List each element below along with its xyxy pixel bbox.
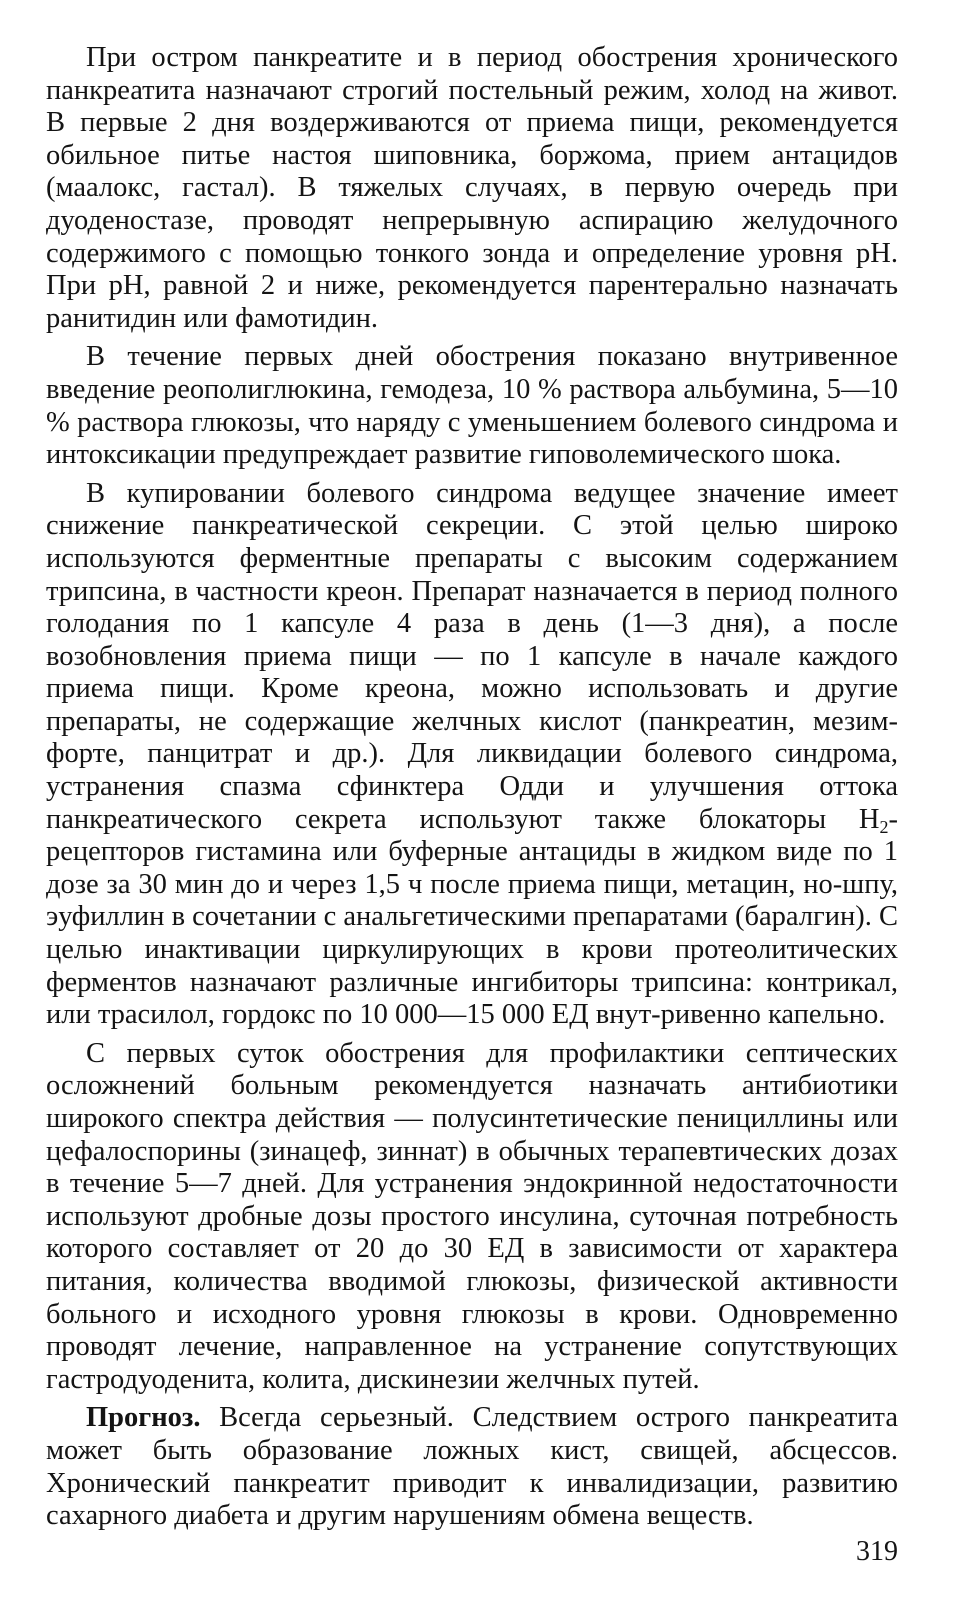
paragraph-pain-management-part2: -рецепторов гистамина или буферные антациды в жидком виде по 1 дозе за 30 мин до и через 1,5 ч после приема пищи, метацин, но-шпу, эуфиллин в сочетании с анальгетическими препаратами (баралгин). С целью инактивации циркулирующих в крови протеолитических ферментов назначают различные ингибиторы трипсина: контрикал, или трасилол, гордокс по 10 000—15 000 ЕД внут-ривенно капельно. [46, 803, 898, 1031]
paragraph-pain-management-part1: В купировании болевого синдрома ведущее значение имеет снижение панкреатической секреции. С этой целью широко используются ферментные препараты с высоким содержанием трипсина, в частности креон. Препарат назначается в период полного голодания по 1 капсуле 4 раза в день (1—3 дня), а после возобновления приема пищи — по 1 капсуле в начале каждого приема пищи. Кроме креона, можно использовать и другие препараты, не содержащие желчных кислот (панкреатин, мезим-форте, панцитрат и др.). Для ликвидации болевого синдрома, устранения спазма сфинктера Одди и улучшения оттока панкреатического секрета используют также блокаторы Н [46, 477, 898, 835]
prognosis-heading: Прогноз. [86, 1402, 201, 1434]
paragraph-antibiotics-insulin: С первых суток обострения для профилактики септических осложнений больным рекомендуется назначать антибиотики широкого спектра действия — полусинтетические пенициллины или цефалоспорины (зинацеф, зиннат) в обычных терапевтических дозах в течение 5—7 дней. Для устранения эндокринной недостаточности используют дробные дозы простого инсулина, суточная потребность которого составляет от 20 до 30 ЕД в зависимости от характера питания, количества вводимой глюкозы, физической активности больного и исходного уровня глюкозы в крови. Одновременно проводят лечение, направленное на устранение сопутствующих гастродуоденита, колита, дискинезии желчных путей. [46, 1037, 898, 1395]
page-body [46, 42, 898, 1539]
h2-subscript: 2 [879, 816, 889, 837]
prognosis-text: Всегда серьезный. Следствием острого панкреатита может быть образование ложных кист, свищей, абсцессов. Хронический панкреатит приводит к инвалидизации, развитию сахарного диабета и другим нарушениям обмена веществ. [46, 1402, 898, 1532]
paragraph-pain-management [46, 478, 898, 1032]
paragraph-treatment-regimen: При остром панкреатите и в период обострения хронического панкреатита назначают строгий постельный режим, холод на живот. В первые 2 дня воздерживаются от приема пищи, рекомендуется обильное питье настоя шиповника, боржома, прием антацидов (маалокс, гастал). В тяжелых случаях, в первую очередь при дуоденостазе, проводят непрерывную аспирацию желудочного содержимого с помощью тонкого зонда и определение уровня pH. При pH, равной 2 и ниже, рекомендуется парентерально назначать ранитидин или фамотидин. [46, 42, 898, 334]
paragraph-prognosis [46, 1402, 898, 1532]
paragraph-infusion-therapy: В течение первых дней обострения показано внутривенное введение реополиглюкина, гемодеза, 10 % раствора альбумина, 5—10 % раствора глюкозы, что наряду с уменьшением болевого синдрома и интоксикации предупреждает развитие гиповолемического шока. [46, 341, 898, 471]
page-number: 319 [856, 1536, 898, 1567]
